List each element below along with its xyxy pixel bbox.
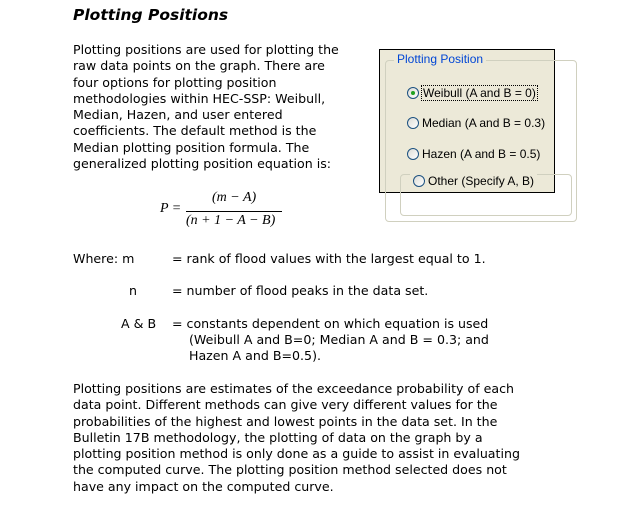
ab-label: A & B — [121, 316, 157, 331]
plotting-position-panel — [379, 49, 555, 193]
radio-unselected-icon[interactable] — [407, 148, 419, 160]
radio-label: Other (Specify A, B) — [428, 174, 535, 188]
text-line: Plotting positions are estimates of the exceedance probability of each — [73, 381, 515, 396]
radio-unselected-icon[interactable] — [407, 117, 419, 129]
radio-label: Median (A and B = 0.3) — [422, 116, 546, 130]
text-line: Median, Hazen, and user entered — [73, 107, 283, 123]
text-line: Bulletin 17B methodology, the plotting of data on the graph by a — [73, 429, 483, 445]
radio-selected-icon[interactable] — [407, 87, 419, 99]
page-title: Plotting Positions — [73, 6, 229, 24]
text-line: have any impact on the computed curve. — [73, 478, 334, 494]
n-definition: = number of flood peaks in the data set. — [172, 283, 429, 298]
radio-median[interactable] — [407, 116, 545, 130]
radio-label: Hazen (A and B = 0.5) — [422, 147, 541, 161]
text-line: raw data points on the graph. There are — [73, 58, 325, 74]
radio-hazen[interactable] — [407, 147, 540, 161]
n-label: n — [129, 283, 137, 298]
equation-denominator: (n + 1 − A − B) — [186, 213, 276, 228]
text-line: coefficients. The default method is the — [73, 123, 317, 139]
ab-definition-line: (Weibull A and B=0; Median A and B = 0.3; and — [189, 332, 489, 347]
where-m-label: Where: m — [73, 251, 135, 266]
text-line: probabilities of the highest and lowest points in the data set. In the — [73, 413, 498, 429]
ab-definition-line: Hazen A and B=0.5). — [189, 348, 321, 363]
text-line: methodologies within HEC-SSP: Weibull, — [73, 90, 326, 106]
text-line: plotting position method is only done as a guide to assist in evaluating — [73, 446, 520, 462]
radio-unselected-icon[interactable] — [413, 175, 425, 187]
intro-paragraph — [73, 42, 373, 172]
ab-definition-line: = constants dependent on which equation is used — [172, 316, 489, 331]
fraction-bar — [186, 211, 282, 212]
text-line: Median plotting position formula. The — [73, 139, 310, 155]
radio-label: Weibull (A and B = 0) — [423, 86, 536, 100]
text-line: generalized plotting position equation is: — [73, 156, 332, 172]
text-line: the computed curve. The plotting position method selected does not — [73, 462, 507, 478]
closing-paragraph — [73, 381, 520, 495]
m-definition: = rank of flood values with the largest equal to 1. — [172, 251, 486, 266]
groupbox-label: Plotting Position — [394, 52, 486, 66]
radio-other[interactable] — [410, 174, 537, 188]
text-line: four options for plotting position — [73, 74, 277, 90]
text-line: Plotting positions are used for plotting the — [73, 42, 339, 57]
radio-weibull[interactable] — [407, 86, 537, 100]
equation-lhs: P = — [160, 201, 182, 216]
equation-numerator: (m − A) — [212, 190, 257, 205]
text-line: data point. Different methods can give very different values for the — [73, 397, 498, 413]
